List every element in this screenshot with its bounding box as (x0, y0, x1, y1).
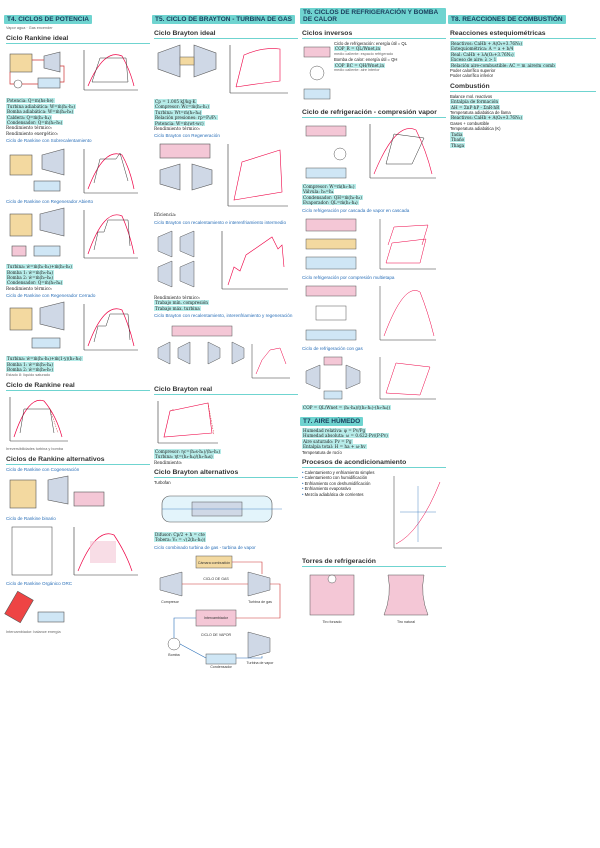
title-regen-abierto: Ciclo de Rankine con Regenerador Abierto (6, 199, 94, 205)
column-combustion (448, 8, 596, 844)
regen-abierto-equations: Turbina: ẇ=ṁ(h₁-h₂)+ṁ(h₂-h₃) Bomba 1: ẇ=ṁ(h₅-h₄) Bomba 2: ẇ=ṁ(h₇-h₆) Condensador: Q̇=ṁ(h₃-h₄) Rendimiento térmico: (6, 264, 72, 291)
note-vapor: Vapor agua (6, 26, 26, 30)
label-turbina-vapor: Turbina de vapor (246, 660, 274, 665)
brayton-inter-equations: Rendimiento térmico: Trabajo mín. compresión Trabajo máx. turbina (154, 294, 208, 311)
refrig-gas-diagram (300, 353, 440, 403)
ciclo-combinado-diagram (152, 552, 292, 670)
procesos-list: • Calentamiento y enfriamiento simples • Calentamiento con humidificación • Enfriamiento con deshumidificación • Enfriamiento evaporativo • Mezcla adiabática de corrientes (302, 470, 375, 497)
label-compresor: Compresor (161, 599, 179, 604)
ciclo-inverso-diagram (300, 43, 334, 103)
regen-cerrado-diagram (4, 300, 144, 354)
title-regen-cerrado: Ciclo de Rankine con Regenerador Cerrado (6, 293, 96, 299)
note-irreversibilidades: Irreversibilidades turbina y bomba (6, 446, 63, 451)
regen-cerrado-equations: Turbina: ẇ=ṁ(h₁-h₂)+ṁ(1-y)(h₂-h₃) Bomba 1: ẇ=ṁ(h₅-h₄) Bomba 2: ẇ=ṁ(h₈-h₇) Estado 8: líquido saturado (6, 356, 82, 377)
eq-rend-exergetico: Rendimiento exergético: (6, 130, 59, 136)
title-cogeneracion: Ciclo de Rankine con Cogeneración (6, 467, 80, 473)
header-t7: T7. AIRE HÚMEDO (300, 417, 363, 426)
title-brayton-regen: Ciclo Brayton con Regeneración (154, 133, 220, 139)
title-compresion-vapor: Ciclo de refrigeración - compresión vapor (302, 109, 446, 118)
brayton-real-equations: Compresor: ηc=(h₂s-h₁)/(h₂-h₁) Turbina: ηt=(h₃-h₄)/(h₃-h₄s) Rendimiento: (154, 449, 221, 465)
cogeneracion-diagram (4, 474, 144, 514)
brayton-inter-diagram (152, 227, 292, 293)
title-refrig-gas: Ciclo de refrigeración con gas (302, 345, 363, 351)
header-t8: T8. REACCIONES DE COMBUSTIÓN (448, 15, 566, 24)
title-binario: Ciclo de Rankine binario (6, 516, 56, 522)
brayton-ideal-equations: Cp = 1.005 kJ/kg·K Compresor: Ẇc=ṁ(h₂-h₁) Turbina: Ẇt=ṁ(h₃-h₄) Relación presiones: rp=P₂/P₁ Potencia: Ẇ=ṁ(wt-wc) Rendimiento térmico: (154, 99, 217, 132)
label-condensador: Condensador (210, 664, 232, 669)
title-torres: Torres de refrigeración (302, 558, 446, 567)
title-brayton-ideal: Ciclo Brayton ideal (154, 30, 298, 39)
label-turbina-gas: Turbina de gas (248, 599, 272, 604)
label-bomba: Bomba (168, 652, 180, 657)
title-ciclos-inversos: Ciclos inversos (302, 30, 446, 39)
eq-potencia: Potencia: Q̇=m(hs-he) (7, 98, 54, 104)
sobrecal-diagram (4, 145, 144, 197)
title-multietapa: Ciclo refrigeración por compresión multietapa (302, 274, 395, 280)
title-orc: Ciclo de Rankine Orgánico ORC (6, 581, 73, 587)
header-t4: T4. CICLOS DE POTENCIA (4, 15, 92, 24)
combustion-equations: Balance mol. reactivos Entalpía de formación ΔH = ΣnP·hP - ΣnR·hR Temperatura adiabática de llama Reactivos: CaHb + A(O₂+3.76N₂) Gases + combustible Temperatura adiabática (K) Tadia Tbaño Thaga (450, 93, 523, 148)
title-rankine-alternativos: Ciclos de Rankine alternativos (6, 456, 150, 465)
brayton-ideal-diagram (152, 41, 292, 97)
brayton-regen-diagram (152, 140, 292, 210)
title-brayton-inter2: Ciclo Brayton con recalentamiento, interenfriamiento y regeneración (154, 313, 293, 319)
title-sobrecalentamiento: Ciclo de Rankine con Sobrecalentamiento (6, 138, 92, 144)
eq-bomba: Bomba adiabática: Ẇ=ṁ(h₄-h₃) (7, 109, 74, 115)
header-t5: T5. CICLO DE BRAYTON - TURBINA DE GAS (152, 15, 295, 24)
title-procesos: Procesos de acondicionamiento (302, 459, 446, 468)
title-estequiometricas: Reacciones estequiométricas (450, 30, 596, 39)
eq-turbina: Turbina adiabática: Ẇ=ṁ(h₁-h₂) (7, 103, 76, 109)
turbofan-diagram (152, 488, 292, 530)
compresion-vapor-equations: Compresor: Ẇ=ṁ(h₂-h₁) Válvula: h₃=h₄ Condensador: Q̇H=ṁ(h₂-h₃) Evaporador: Q̇L=ṁ(h₁-h₄) (303, 184, 362, 206)
column-power-cycles: T4. CICLOS DE POTENCIA Vapor agua · Gas encender Ciclo Rankine ideal Potencia: Q̇=m(hs-he) Turbina adiabática: Ẇ=ṁ(h₁-h₂) Bomba adiabática: Ẇ=ṁ(h₄-h₃) Caldera: Q̇=ṁ(h₁-h₄) Condensador: Q̇=ṁ(h₂-h₃) Rendimiento térmico: Rendimiento exergético: Ciclo de Rankine con Sobrecalentamiento Ciclo de Rankine con Regenerador Abierto Turbina: ẇ=ṁ(h₁-h₂)+ṁ(h₂-h₃) Bomba 1: ẇ=ṁ(h₅-h₄) Bomba 2: ẇ=ṁ(h₇-h₆) Condensador: Q̇=ṁ(h₃-h₄) Rendimiento térmico: Ciclo de Rankine con Regenerador Cerrado Turbina: ẇ=ṁ(h₁-h₂)+ṁ(1-y)(h₂-h₃) Bomba 1: ẇ=ṁ(h₅-h₄) Bomba 2: ẇ=ṁ(h₈-h₇) Estado 8: líquido saturado Ciclo de Rankine real Irreversibilidades turbina y bomba Ciclos de Rankine alternativos Ciclo de Rankine con Cogeneración Ciclo de Rankine binario Ciclo de Rankine Orgánico ORC Intercambiador: balance energía (4, 8, 150, 844)
cascada-diagram (300, 215, 440, 273)
label-tiro-natural: Tiro natural (396, 620, 416, 625)
label-tiro-forzado: Tiro forzado (322, 620, 342, 625)
title-brayton-alternativos: Ciclo Brayton alternativos (154, 469, 298, 478)
title-combustion: Combustión (450, 83, 596, 92)
brayton-real-diagram (152, 397, 292, 447)
carta-psicrometrica-icon (390, 472, 446, 552)
title-brayton-real: Ciclo Brayton real (154, 386, 298, 395)
aire-humedo-equations: Humedad relativa: φ = Pv/Pg Humedad absoluta: ω = 0.622·Pv/(P-Pv) Aire saturado: Pv = Pg Entalpía total: H = ha + ω·hv Temperatura de rocío (302, 428, 388, 455)
label-ciclo-vapor: CICLO DE VAPOR (200, 632, 232, 637)
title-rankine-real: Ciclo de Rankine real (6, 382, 150, 391)
title-ciclo-combinado: Ciclo combinado turbina de gas - turbina de vapor (154, 544, 256, 550)
brayton-inter2-diagram (152, 320, 292, 382)
column-refrigeracion: T6. CICLOS DE REFRIGERACIÓN Y BOMBA DE CALOR Ciclos inversos Ciclo de refrigeración: energía útil = QL COP_R = QL/Wnet,in medio caliente: espacio refrigerado Bomba de calor: energía útil = QH COP_BC = QH/Wnet,in medio caliente: aire interior Ciclo de refrigeración - compresión vapor Compresor: Ẇ=ṁ(h₂-h₁) Válvula: h₃=h₄ Condensador: Q̇H=ṁ(h₂-h₃) Evaporador: Q̇L=ṁ(h₁-h₄) Ciclo refrigeración por cascada de vapor en cascada Ciclo refrigeración por compresión multietapa Ciclo de refrigeración con gas COP = QL/Wnet = (h₁-h₄)/((h₂-h₁)-(h₃-h₄)) T7. AIRE HÚMEDO Humedad relativa: φ = Pv/Pg Humedad absoluta: ω = 0.622·Pv/(P-Pv) Aire saturado: Pv = Pg Entalpía total: H = ha + ω·hv Temperatura de rocío Procesos de acondicionamiento • Calentamiento y enfriamiento simples • Calentamiento con humidificación • Enfriamiento con deshumidificación • Enfriamiento evaporativo • Mezcla adiabática de corrientes Torres de refrigeración Tiro forzado Tiro natural (300, 8, 446, 844)
rankine-ideal-equations (4, 98, 150, 136)
torres-diagram (300, 569, 440, 629)
label-ciclo-gas: CICLO DE GAS (203, 576, 229, 581)
eq-condensador: Condensador: Q̇=ṁ(h₂-h₃) (7, 120, 63, 126)
column-brayton: T5. CICLO DE BRAYTON - TURBINA DE GAS Ciclo Brayton ideal Cp = 1.005 kJ/kg·K Compresor: Ẇc=ṁ(h₂-h₁) Turbina: Ẇt=ṁ(h₃-h₄) Relación presiones: rp=P₂/P₁ Potencia: Ẇ=ṁ(wt-wc) Rendimiento térmico: Ciclo Brayton con Regeneración Eficiencia: Ciclo Brayton con recalentamiento e interenfriamiento intermedio Rendimiento térmico: Trabajo mín. compresión Trabajo máx. turbina Ciclo Brayton con recalentamiento, interenfriamiento y regeneración Ciclo Brayton real Compresor: ηc=(h₂s-h₁)/(h₂-h₁) Turbina: ηt=(h₃-h₄)/(h₃-h₄s) Rendimiento: Ciclo Brayton alternativos Turbofan Difusor: Cp/2 + h = cte Tobera: V₂ = √(2(h₁-h₂)) Ciclo combinado turbina de gas - turbina de vapor Cámara combustión Compresor Turbina de gas CICLO DE GAS Intercambiador CICLO DE VAPOR Bomba Turbina de vapor Condensador (152, 8, 298, 844)
label-intercambiador: Intercambiador (204, 615, 228, 620)
inversos-equations: Ciclo de refrigeración: energía útil = QL COP_R = QL/Wnet,in medio caliente: espacio refrigerado Bomba de calor: energía útil = QH COP_BC = QH/Wnet,in medio caliente: aire interior (334, 41, 407, 73)
rankine-real-diagram (4, 393, 144, 445)
title-brayton-inter: Ciclo Brayton con recalentamiento e interenfriamiento intermedio (154, 219, 287, 225)
rankine-ideal-diagram (4, 46, 144, 96)
title-cascada: Ciclo refrigeración por cascada de vapor en cascada (302, 207, 410, 213)
eq-rend-termico: Rendimiento térmico: (6, 125, 53, 131)
multietapa-diagram (300, 282, 440, 344)
compresion-vapor-diagram (300, 120, 440, 182)
note-gas: Gas encender (28, 26, 53, 30)
title-rankine-ideal: Ciclo Rankine ideal (6, 35, 150, 44)
header-t6: T6. CICLOS DE REFRIGERACIÓN Y BOMBA DE CALOR (300, 8, 446, 24)
label-camara-combustion: Cámara combustión (197, 560, 231, 565)
esteq-equations: Reactivos: CaHb + A(O₂+3.76N₂) Estequiométrica: A = a + b/4 Real: CaHb + λA(O₂+3.76N₂) Exceso de aire: λ > 1 Relación aire-combustible: AC = m_aire/m_comb Poder calorífico superior Poder calorífico inferior (450, 41, 555, 79)
binario-diagram (4, 523, 144, 579)
orc-diagram (4, 588, 144, 628)
regen-abierto-diagram (4, 206, 144, 262)
eq-caldera: Caldera: Q̇=ṁ(h₁-h₄) (7, 114, 51, 120)
turbofan-label: Turbofan (154, 480, 171, 486)
